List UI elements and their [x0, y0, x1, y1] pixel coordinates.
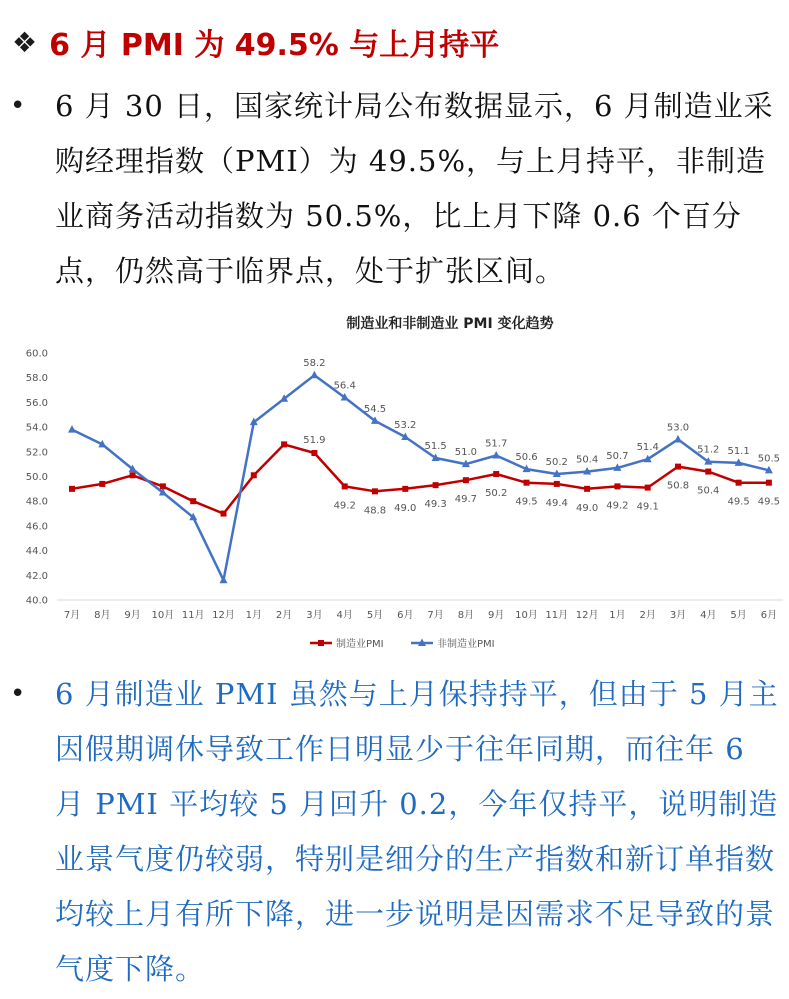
manufacturing-point	[705, 469, 711, 475]
manufacturing-point	[221, 511, 227, 517]
y-tick-label: 54.0	[25, 422, 48, 434]
x-tick-label: 1月	[609, 610, 626, 621]
y-tick-label: 42.0	[25, 570, 48, 582]
non-manufacturing-data-label: 51.2	[697, 444, 720, 456]
non-manufacturing-data-label: 50.4	[575, 454, 599, 466]
x-tick-label: 3月	[669, 610, 687, 621]
manufacturing-data-label: 49.3	[424, 499, 447, 511]
bullet-icon: •	[10, 91, 26, 121]
manufacturing-point	[675, 464, 681, 470]
non-manufacturing-data-label: 50.7	[606, 450, 629, 462]
chart-title: 制造业和非制造业 PMI 变化趋势	[346, 316, 554, 332]
manufacturing-point	[463, 477, 469, 483]
y-tick-label: 44.0	[25, 546, 48, 558]
x-tick-label: 12月	[212, 610, 235, 621]
manufacturing-data-label: 49.7	[454, 494, 478, 506]
manufacturing-data-label: 51.9	[303, 435, 326, 447]
x-tick-label: 7月	[427, 610, 444, 621]
manufacturing-data-label: 50.2	[485, 488, 508, 500]
y-tick-label: 52.0	[25, 447, 48, 459]
manufacturing-data-label: 49.2	[606, 500, 629, 512]
manufacturing-point	[372, 488, 378, 494]
x-tick-label: 12月	[575, 610, 599, 621]
manufacturing-point	[69, 486, 75, 492]
manufacturing-point	[645, 485, 651, 491]
manufacturing-point	[190, 498, 196, 504]
manufacturing-point	[311, 450, 317, 456]
x-tick-label: 2月	[639, 610, 656, 621]
manufacturing-point	[584, 486, 590, 492]
x-tick-label: 8月	[94, 610, 111, 621]
manufacturing-data-label: 49.4	[545, 497, 568, 509]
manufacturing-data-label: 49.5	[515, 496, 538, 508]
x-tick-label: 5月	[366, 610, 384, 621]
manufacturing-point	[736, 480, 742, 486]
x-tick-label: 4月	[336, 610, 353, 621]
manufacturing-data-label: 49.5	[757, 496, 781, 508]
x-tick-label: 2月	[275, 610, 293, 621]
non-manufacturing-data-label: 51.4	[636, 442, 659, 454]
y-tick-label: 60.0	[25, 348, 48, 360]
non-manufacturing-data-label: 51.7	[485, 438, 508, 450]
manufacturing-point	[524, 480, 530, 486]
non-manufacturing-data-label: 51.0	[454, 447, 478, 459]
x-tick-label: 9月	[488, 610, 505, 621]
manufacturing-data-label: 49.2	[333, 500, 356, 512]
legend-non-manufacturing-label: 非制造业PMI	[437, 639, 495, 650]
x-tick-label: 6月	[397, 610, 414, 621]
non-manufacturing-data-label: 50.5	[757, 453, 781, 465]
y-axis	[26, 349, 48, 607]
manufacturing-data-label: 49.0	[394, 502, 417, 514]
legend-marker	[318, 640, 324, 646]
manufacturing-point	[554, 481, 560, 487]
x-tick-label: 1月	[245, 610, 262, 621]
x-tick-label: 4月	[700, 610, 717, 621]
manufacturing-data-label: 48.8	[363, 505, 387, 517]
non-manufacturing-point	[492, 451, 500, 459]
x-tick-label: 11月	[545, 610, 569, 621]
non-manufacturing-point	[310, 371, 318, 379]
manufacturing-point	[281, 441, 287, 447]
x-tick-label: 5月	[730, 610, 747, 621]
non-manufacturing-data-label: 53.0	[666, 422, 690, 434]
non-manufacturing-data-label: 50.2	[545, 457, 568, 469]
manufacturing-point	[402, 486, 408, 492]
x-tick-label: 10月	[151, 610, 175, 621]
non-manufacturing-data-label: 53.2	[394, 419, 417, 431]
non-manufacturing-data-label: 51.5	[424, 440, 447, 452]
bullet-icon: •	[10, 679, 26, 709]
x-tick-label: 10月	[515, 610, 538, 621]
manufacturing-data-label: 49.0	[575, 502, 599, 514]
summary-paragraph	[10, 79, 780, 299]
non-manufacturing-point	[674, 435, 682, 443]
section-heading	[12, 18, 772, 66]
pmi-line-chart	[0, 298, 789, 660]
y-tick-label: 46.0	[25, 521, 48, 533]
diamond-bullet-icon: ❖	[12, 25, 38, 59]
manufacturing-data-label: 50.8	[666, 480, 690, 492]
y-tick-label: 58.0	[25, 373, 48, 385]
y-tick-label: 56.0	[25, 397, 48, 409]
non-manufacturing-series-line	[72, 375, 769, 580]
x-tick-label: 11月	[181, 610, 205, 621]
y-tick-label: 48.0	[25, 496, 48, 508]
non-manufacturing-data-label: 56.4	[333, 380, 356, 392]
legend-manufacturing-label: 制造业PMI	[336, 639, 384, 650]
series-layer	[68, 371, 773, 584]
manufacturing-point	[99, 481, 105, 487]
x-tick-label: 6月	[760, 610, 778, 621]
non-manufacturing-data-label: 54.5	[363, 403, 387, 415]
non-manufacturing-data-label: 58.2	[303, 358, 326, 370]
manufacturing-point	[766, 480, 772, 486]
manufacturing-point	[433, 482, 439, 488]
manufacturing-point	[130, 472, 136, 478]
summary-text: 6 月 30 日，国家统计局公布数据显示，6 月制造业采购经理指数（PMI）为 49.5%，与上月持平，非制造业商务活动指数为 50.5%，比上月下降 0.6 个百分点，仍然高于临界点，处于扩张区间。	[55, 89, 774, 288]
manufacturing-point	[251, 472, 257, 478]
manufacturing-point	[342, 483, 348, 489]
x-axis	[64, 609, 777, 621]
non-manufacturing-data-label: 51.1	[727, 445, 750, 457]
x-tick-label: 7月	[63, 610, 81, 621]
heading-text: 6 月 PMI 为 49.5% 与上月持平	[49, 28, 500, 63]
x-tick-label: 3月	[306, 610, 323, 621]
y-tick-label: 50.0	[25, 472, 48, 483]
non-manufacturing-data-label: 50.6	[515, 452, 538, 464]
manufacturing-data-label: 49.5	[727, 496, 750, 508]
x-tick-label: 9月	[124, 610, 141, 621]
y-tick-label: 40.0	[25, 595, 48, 607]
manufacturing-point	[493, 471, 499, 477]
non-manufacturing-point	[68, 425, 76, 433]
analysis-text: 6 月制造业 PMI 虽然与上月保持持平，但由于 5 月主因假期调休导致工作日明显少于往年同期，而往年 6 月 PMI 平均较 5 月回升 0.2，今年仅持平，说明制造业景气度仍较弱，特别是细分的生产指数和新订单指数均较上月有所下降，进一步说明是因需求不足导致的景气度下降。	[55, 677, 779, 986]
analysis-paragraph	[10, 667, 780, 997]
manufacturing-data-label: 50.4	[697, 485, 720, 497]
chart-legend	[310, 637, 495, 650]
manufacturing-data-label: 49.1	[636, 501, 659, 513]
manufacturing-point	[614, 483, 620, 489]
x-tick-label: 8月	[457, 610, 475, 621]
